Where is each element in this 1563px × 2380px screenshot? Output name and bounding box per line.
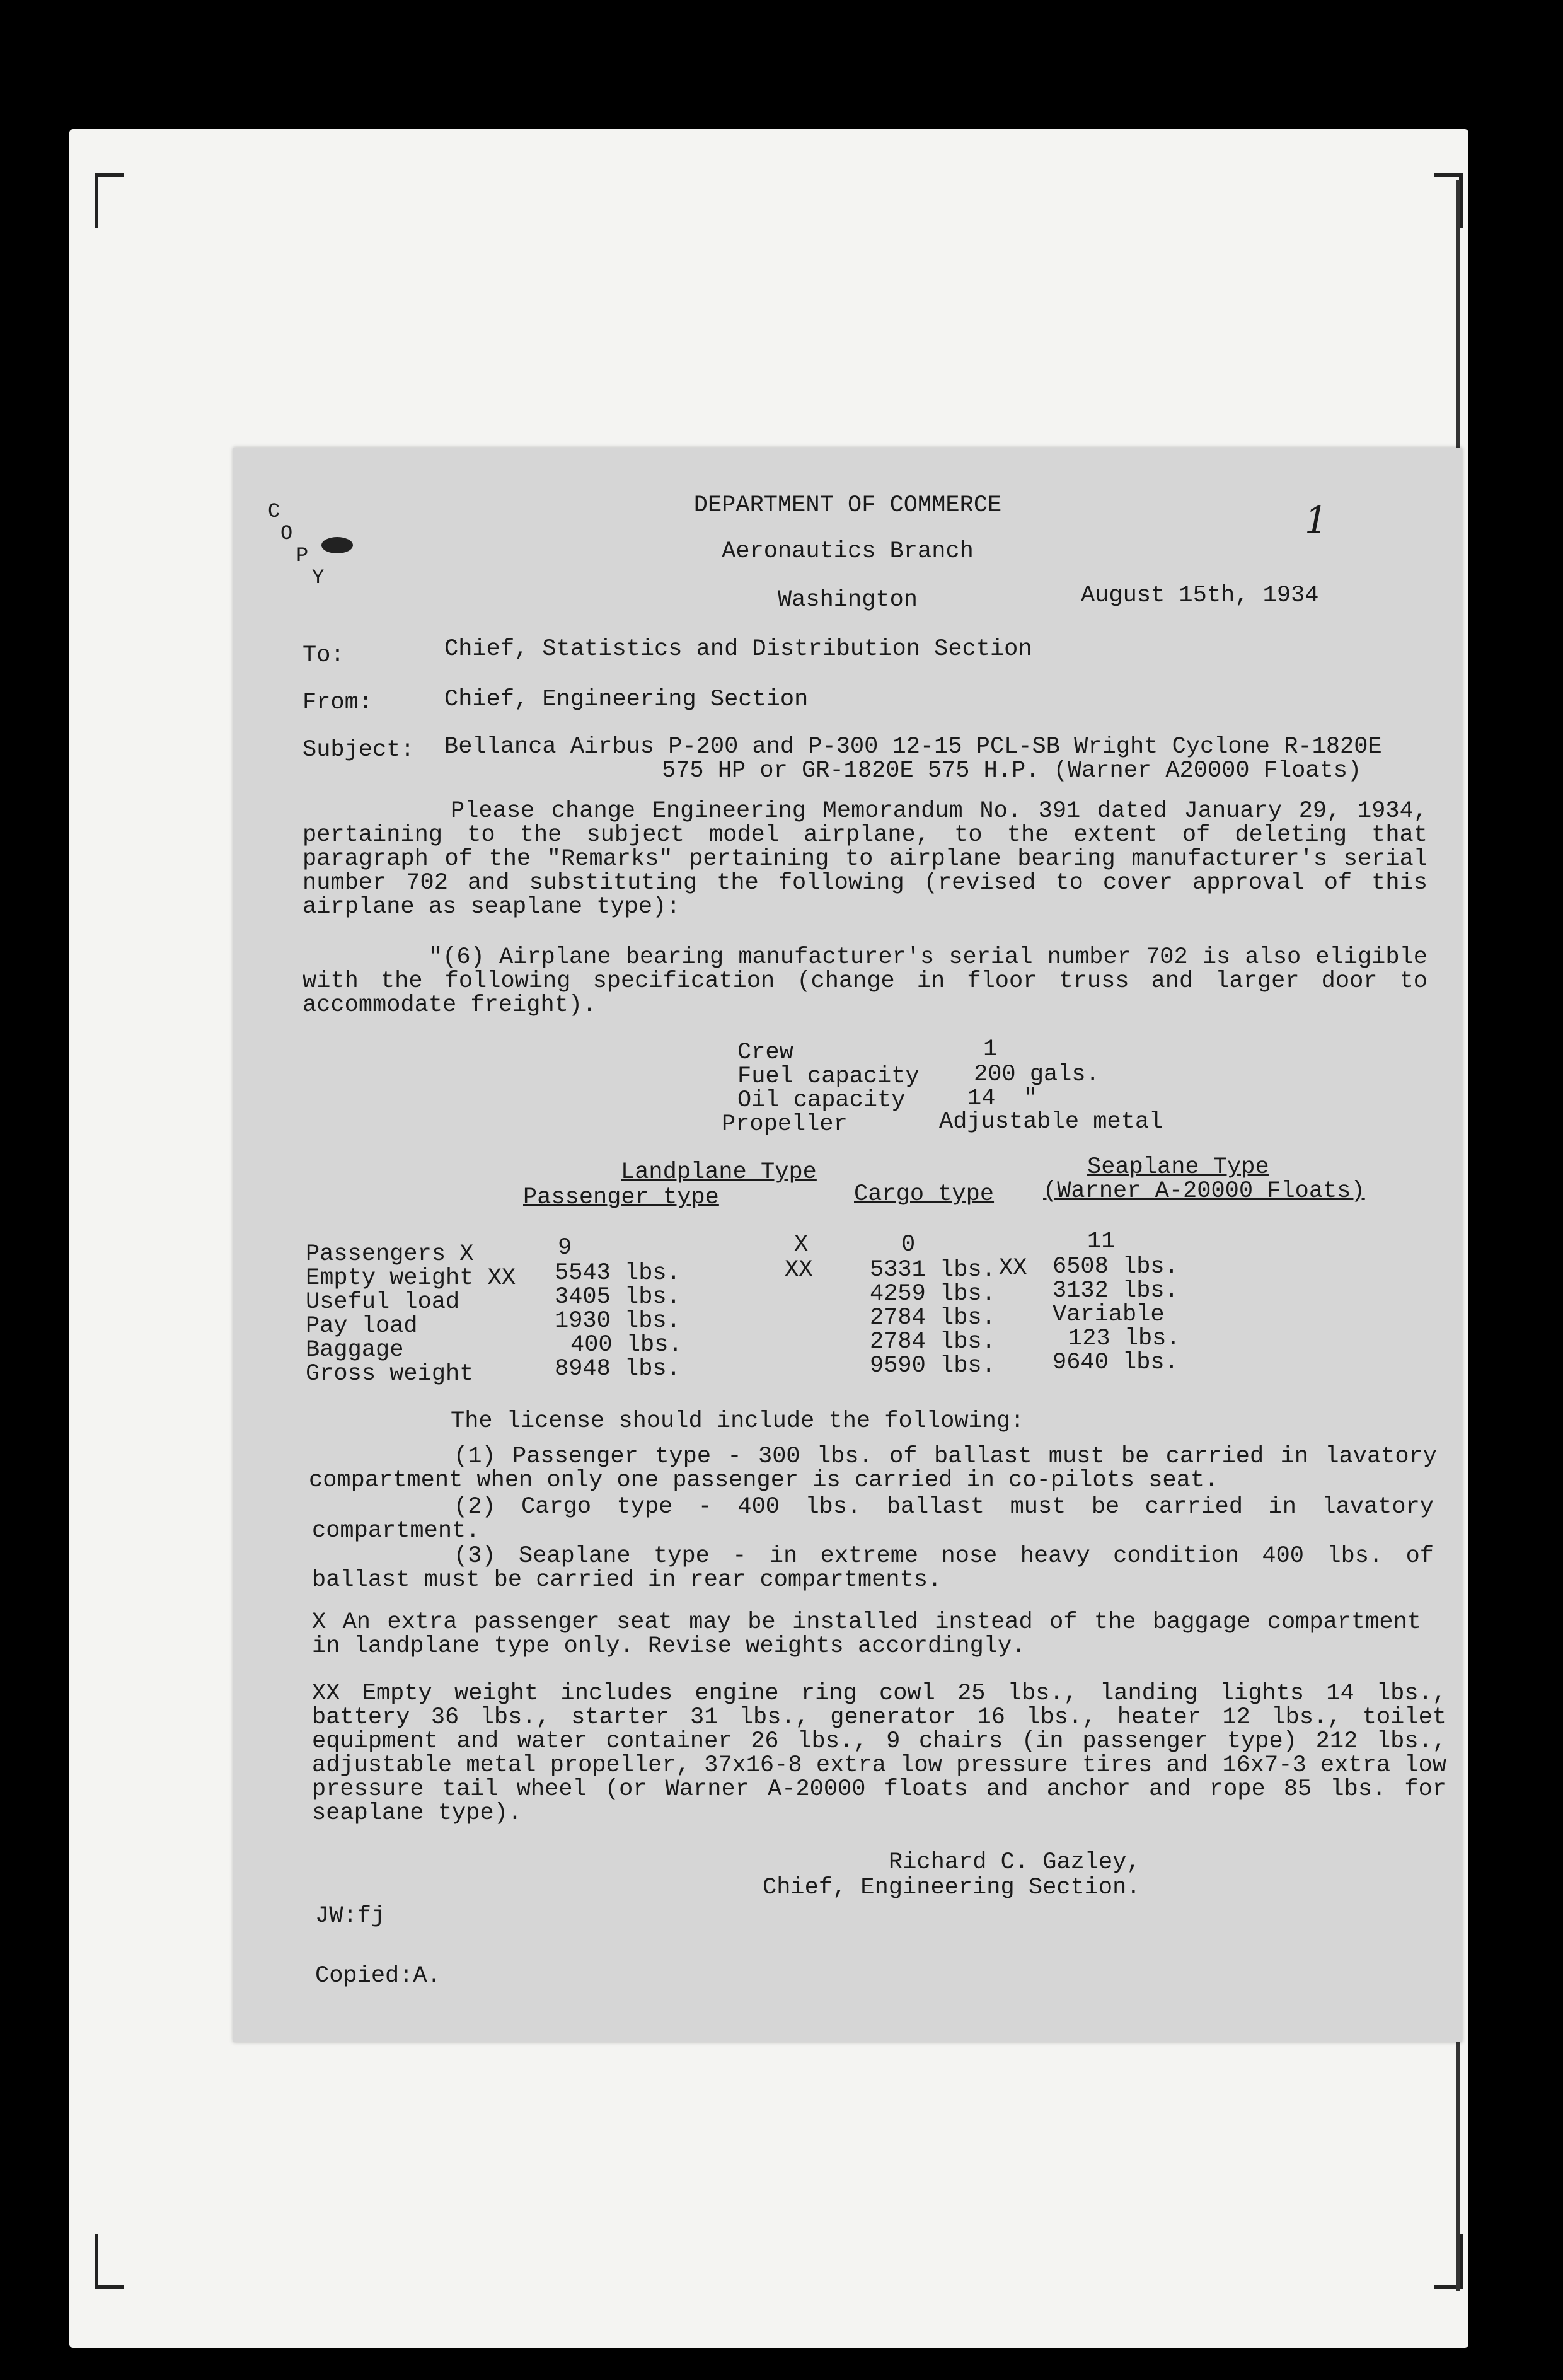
sea-value: Variable xyxy=(1053,1302,1165,1328)
sea-value: 11 xyxy=(1087,1228,1116,1255)
copy-letter: O xyxy=(280,522,293,545)
xx-footnote: XX Empty weight includes engine ring cowl 25 lbs., landing lights 14 lbs., battery 36 lbs., starter 31 lbs., generator 16 lbs., heater 12 lbs., toilet equipment and water container 26 lbs., 9 chairs (in passenger type) 212 lbs., adjustable metal propeller, 37x16-8 extra low pressure tires and 16x7-3 extra low pressure tail wheel (or Warner A-20000 floats and anchor and rope 85 lbs. for seaplane type). xyxy=(312,1680,1446,1827)
memo-sheet xyxy=(233,448,1462,2042)
from-value: Chief, Engineering Section xyxy=(444,686,809,713)
passenger-heading: Passenger type xyxy=(523,1184,719,1211)
department-heading: DEPARTMENT OF COMMERCE xyxy=(693,492,1002,519)
passenger-value: 1930 lbs. xyxy=(555,1308,681,1334)
cargo-value: 4259 lbs. xyxy=(870,1281,996,1307)
memo-date: August 15th, 1934 xyxy=(1081,582,1319,609)
sea-value: 9640 lbs. xyxy=(1053,1349,1179,1376)
crop-mark xyxy=(95,2234,124,2289)
copied-note: Copied:A. xyxy=(315,1963,441,1989)
seaplane-subheading: (Warner A-20000 Floats) xyxy=(1043,1178,1365,1204)
passenger-value: 3405 lbs. xyxy=(555,1284,681,1310)
spec-label: Propeller xyxy=(722,1111,848,1138)
row-label: Empty weight XX xyxy=(306,1265,516,1291)
cargo-value: 2784 lbs. xyxy=(870,1329,996,1355)
page-number-handwritten: 1 xyxy=(1305,499,1328,541)
crop-mark xyxy=(95,173,124,228)
typist-initials: JW:fj xyxy=(315,1903,386,1929)
subject-line: 575 HP or GR-1820E 575 H.P. (Warner A20000 Floats) xyxy=(662,758,1362,784)
city: Washington xyxy=(777,587,918,613)
row-label: Gross weight xyxy=(306,1361,474,1387)
cargo-mark: X xyxy=(794,1232,809,1258)
body-paragraph: Please change Engineering Memorandum No. 391 dated January 29, 1934, pertaining to the subject model airplane, to the extent of deleting that paragraph of the "Remarks" pertaining to airplane bearing manufacturer's serial number 702 and substituting the following (revised to cover approval of this airplane as seaplane type): xyxy=(303,798,1427,920)
license-item: (3) Seaplane type - in extreme nose heavy condition 400 lbs. of ballast must be carried in rear compartments. xyxy=(312,1543,1434,1593)
subject-label: Subject: xyxy=(303,737,415,763)
passenger-value: 5543 lbs. xyxy=(555,1260,681,1286)
copy-letter: P xyxy=(296,544,309,567)
sea-mark: XX xyxy=(999,1255,1027,1281)
cargo-mark: XX xyxy=(785,1257,813,1283)
landplane-heading: Landplane Type xyxy=(621,1159,817,1186)
signature-name: Richard C. Gazley, xyxy=(889,1849,1141,1876)
cargo-value: 5331 lbs. xyxy=(870,1257,996,1283)
passenger-value: 400 lbs. xyxy=(570,1332,683,1358)
spec-value: Adjustable metal xyxy=(939,1109,1163,1135)
license-item: (1) Passenger type - 300 lbs. of ballast must be carried in lavatory compartment when only one passenger is carried in co-pilots seat. xyxy=(309,1443,1437,1494)
passenger-value: 8948 lbs. xyxy=(555,1356,681,1382)
row-label: Baggage xyxy=(306,1337,404,1363)
spec-label: Crew xyxy=(737,1039,793,1066)
to-label: To: xyxy=(303,642,345,669)
passenger-value: 9 xyxy=(558,1235,572,1261)
cargo-value: 9590 lbs. xyxy=(870,1353,996,1379)
sea-value: 3132 lbs. xyxy=(1053,1278,1179,1304)
license-item: (2) Cargo type - 400 lbs. ballast must be carried in lavatory compartment. xyxy=(312,1494,1434,1544)
cargo-value: 2784 lbs. xyxy=(870,1305,996,1331)
license-intro: The license should include the following: xyxy=(451,1408,1025,1435)
from-label: From: xyxy=(303,690,373,716)
subject-line: Bellanca Airbus P-200 and P-300 12-15 PCL-SB Wright Cyclone R-1820E xyxy=(444,734,1382,760)
spec-value: 200 gals. xyxy=(974,1061,1100,1088)
row-label: Pay load xyxy=(306,1313,418,1339)
x-footnote: X An extra passenger seat may be installed instead of the baggage compartment in landplane type only. Revise weights accordingly. xyxy=(312,1609,1421,1660)
spec-value: 1 xyxy=(983,1036,998,1063)
sea-value: 123 lbs. xyxy=(1068,1326,1180,1352)
spec-label: Fuel capacity xyxy=(737,1063,920,1090)
seaplane-heading: Seaplane Type xyxy=(1087,1154,1269,1181)
body-paragraph: "(6) Airplane bearing manufacturer's serial number 702 is also eligible with the following specification (change in floor truss and larger door to accommodate freight). xyxy=(303,944,1427,1019)
sea-value: 6508 lbs. xyxy=(1053,1254,1179,1280)
copy-letter: C xyxy=(268,500,280,523)
spec-label: Oil capacity xyxy=(737,1087,906,1114)
row-label: Useful load xyxy=(306,1289,460,1315)
cargo-value: 0 xyxy=(901,1232,916,1258)
spec-value: 14 " xyxy=(967,1085,1038,1112)
signature-title: Chief, Engineering Section. xyxy=(763,1875,1141,1901)
to-value: Chief, Statistics and Distribution Section xyxy=(444,636,1032,662)
cargo-heading: Cargo type xyxy=(854,1181,995,1208)
row-label: Passengers X xyxy=(306,1241,474,1268)
copy-letter: Y xyxy=(312,566,325,589)
branch-heading: Aeronautics Branch xyxy=(722,538,974,565)
